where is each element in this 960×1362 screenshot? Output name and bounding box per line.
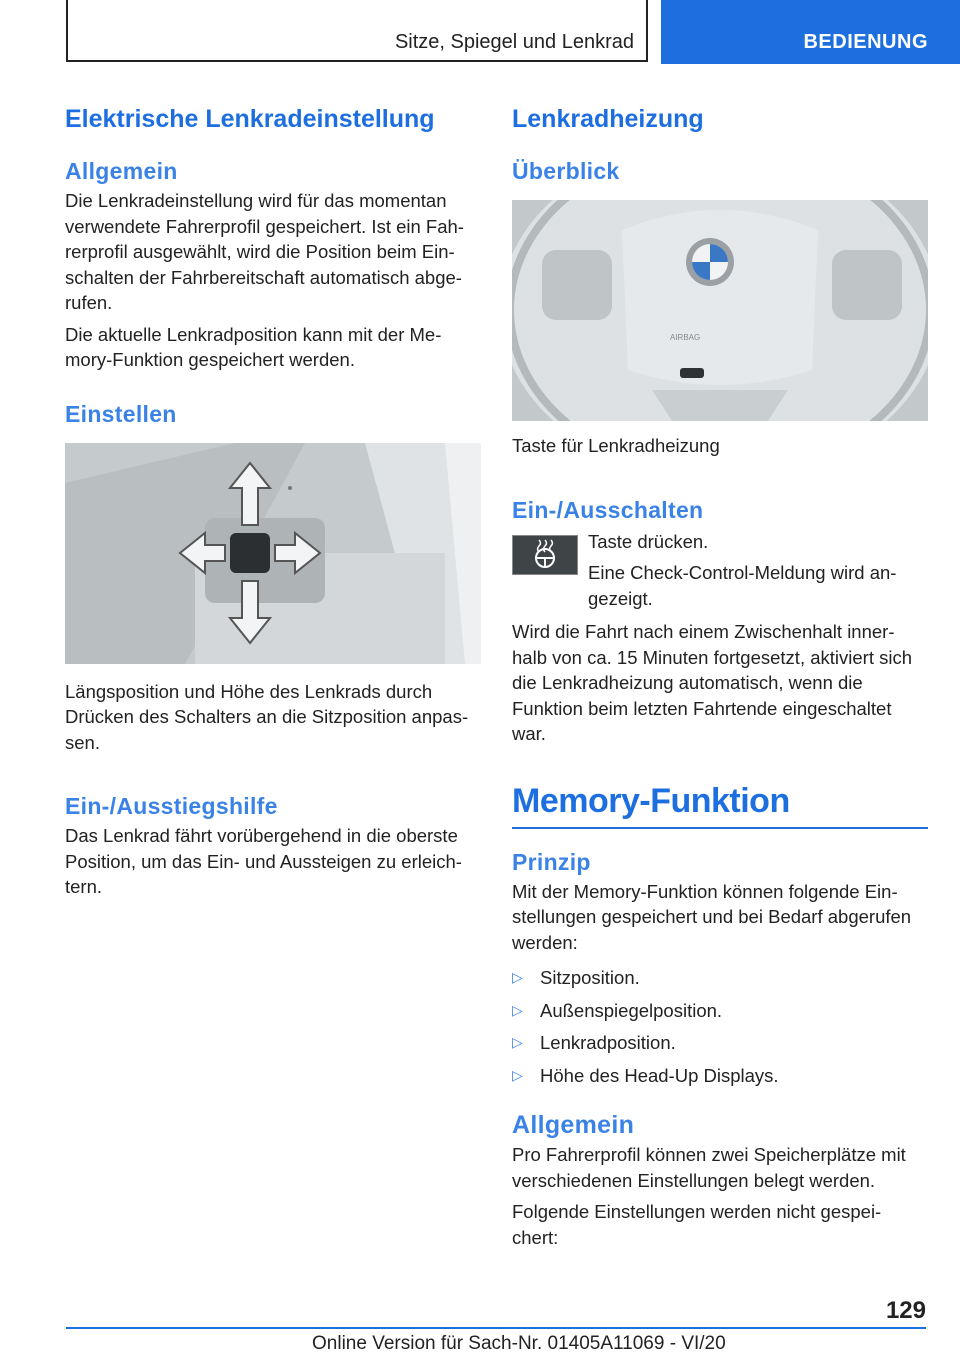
caption-adjust: Längsposition und Höhe des Lenkrads durch Drücken des Schalters an die Sitzposition anpas- sen. xyxy=(65,680,469,753)
list-item-text: Höhe des Head-Up Displays. xyxy=(540,1064,779,1086)
triangle-right-icon: ▷ xyxy=(512,969,523,985)
heading-general-memory: Allgemein xyxy=(512,1111,635,1139)
list-item-text: Außenspiegelposition. xyxy=(540,999,723,1021)
paragraph-on-off-3: Wird die Fahrt nach einem Zwischenhalt inner- halb von ca. 15 Minuten fortgesetzt, aktiviert sich die Lenkradheizung automatisch, wenn die Funktion beim letzten Fahrtende eingeschaltet war. xyxy=(512,621,913,744)
list-item xyxy=(512,1063,928,1089)
airbag-label: AIRBAG xyxy=(670,333,701,342)
left-column xyxy=(65,100,481,900)
list-item-text: Lenkradposition. xyxy=(540,1032,676,1053)
paragraph-general-1: Die Lenkradeinstellung wird für das momentan verwendete Fahrerprofil gespeichert. Ist ein Fah- rerprofil ausgewählt, wird die Position beim Ein- schalten der Fahrbereitschaft automatisch abge- rufen. xyxy=(65,190,464,313)
page-number: 129 xyxy=(885,1297,926,1324)
section-title-steering-heat: Lenkradheizung xyxy=(512,105,704,133)
heading-adjust: Einstellen xyxy=(65,400,177,427)
list-item xyxy=(512,998,928,1024)
right-column xyxy=(512,100,928,1250)
list-item xyxy=(512,965,928,991)
triangle-right-icon: ▷ xyxy=(512,1034,523,1050)
paragraph-on-off-2: Eine Check-Control-Meldung wird an- gezeigt. xyxy=(588,562,897,609)
footer-text: Online Version für Sach-Nr. 01405A11069 - VI/20 xyxy=(312,1333,726,1354)
heading-principle: Prinzip xyxy=(512,848,591,875)
paragraph-on-off-1: Taste drücken. xyxy=(588,530,709,552)
triangle-right-icon: ▷ xyxy=(512,1066,523,1083)
list-item xyxy=(512,1030,928,1056)
header-section-box xyxy=(661,0,960,64)
paragraph-memory-general-1: Pro Fahrerprofil können zwei Speicherplätze mit verschiedenen Einstellungen belegt werden. xyxy=(512,1144,906,1191)
heading-on-off: Ein-/Ausschalten xyxy=(512,496,704,523)
heading-overview: Überblick xyxy=(512,158,620,184)
section-title-steering-adjust: Elektrische Lenkradeinstellung xyxy=(65,105,435,133)
heading-general: Allgemein xyxy=(65,158,178,184)
paragraph-principle: Mit der Memory-Funktion können folgende Ein- stellungen gespeichert und bei Bedarf abgerufen werden: xyxy=(512,880,912,953)
memory-bullet-list xyxy=(512,965,928,1088)
header-section: BEDIENUNG xyxy=(803,31,928,53)
list-item-text: Sitzposition. xyxy=(540,967,640,988)
triangle-right-icon: ▷ xyxy=(512,1001,523,1018)
steering-wheel-image xyxy=(512,200,928,421)
steering-switch-image xyxy=(65,443,481,664)
header-chapter-box xyxy=(66,0,648,62)
paragraph-memory-general-2: Folgende Einstellungen werden nicht gespei- chert: xyxy=(512,1201,882,1248)
caption-overview: Taste für Lenkradheizung xyxy=(512,435,720,456)
steering-heat-icon xyxy=(512,535,578,575)
paragraph-entry-aid: Das Lenkrad fährt vorübergehend in die oberste Position, um das Ein- und Aussteigen zu erleich- tern. xyxy=(65,825,462,897)
paragraph-general-2: Die aktuelle Lenkradposition kann mit der Me- mory-Funktion gespeichert werden. xyxy=(65,323,442,370)
heading-entry-aid: Ein-/Ausstiegshilfe xyxy=(65,793,278,819)
footer-divider xyxy=(66,1327,926,1329)
memory-function-title: Memory-Funktion xyxy=(512,777,928,829)
header-chapter: Sitze, Spiegel und Lenkrad xyxy=(394,31,634,53)
